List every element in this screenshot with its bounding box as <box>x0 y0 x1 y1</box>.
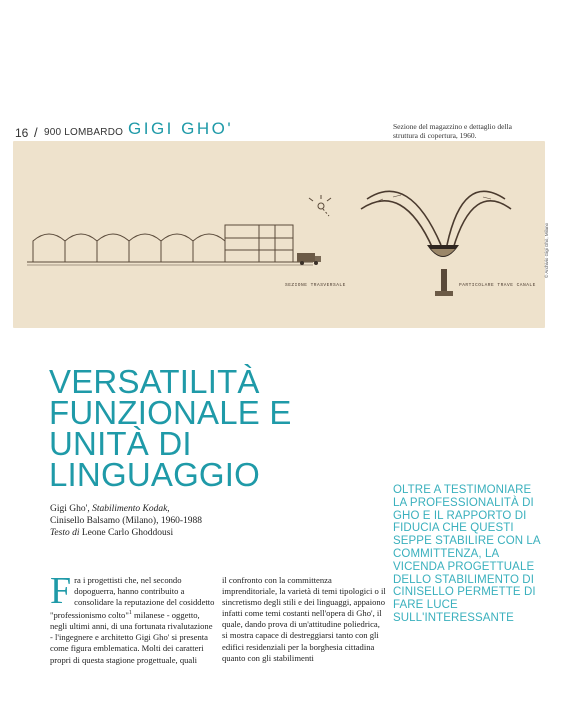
architectural-drawing <box>13 141 545 328</box>
header-separator: / <box>34 125 38 140</box>
architect-name: GIGI GHO' <box>128 119 234 138</box>
article-meta <box>50 503 290 539</box>
meta-line-2: Cinisello Balsamo (Milano), 1960-1988 <box>50 516 202 526</box>
meta-text-label: Testo di <box>50 528 80 538</box>
title-line-3: UNITÀ DI <box>49 425 192 462</box>
meta-work: Stabilimento Kodak <box>92 504 168 514</box>
truck-figure <box>297 253 321 265</box>
pull-quote: OLTRE A TESTIMONIARE LA PROFESSIONALITÀ DI GHO E IL RAPPORTO DI FIDUCIA CHE QUESTI SEPPE STABILIRE CON LA COMMITTENZA, LA VICENDA PROGETTUALE DELLO STABILIMENTO DI CINISELLO PERMETTE DI FARE LUCE SULL'INTERESSANTE <box>393 484 541 624</box>
title-line-4: LINGUAGGIO <box>49 456 261 493</box>
trave-canale-detail <box>361 191 511 249</box>
beam-gutter <box>427 245 459 296</box>
section-label: SEZIONE TRASVERSALE <box>285 283 346 288</box>
office-block <box>225 225 293 262</box>
meta-line-3 <box>50 527 290 539</box>
meta-author: Gigi Gho', <box>50 504 90 514</box>
section-drawing-svg <box>13 141 545 328</box>
drop-cap: F <box>50 570 72 612</box>
meta-comma: , <box>167 504 170 514</box>
title-line-1: VERSATILITÀ <box>49 363 260 400</box>
footnote-ref: 1 <box>128 610 132 617</box>
meta-writer: Leone Carlo Ghoddousi <box>81 528 174 538</box>
detail-label: PARTICOLARE TRAVE CANALE <box>459 283 536 288</box>
image-caption: Sezione del magazzino e dettaglio della struttura di copertura, 1960. <box>393 122 512 140</box>
section-name: 900 LOMBARDO <box>44 127 124 138</box>
body-column-1 <box>50 570 217 666</box>
meta-line-1 <box>50 503 290 515</box>
page-number: 16 <box>15 126 29 140</box>
photo-credit: © Archivio Gigi Ghò, Milano <box>544 222 549 278</box>
col1-text: ra i progettisti che, nel secondo dopoguerra, hanno contribuito a consolidare la reputazione del cosiddetto "professionismo colto" <box>50 575 215 621</box>
col1-text-2: milanese - oggetto, negli ultimi anni, di una fortunata rivalutazione - l'ingegnere e architetto Gigi Gho' si presenta come figura emblematica. Molti dei caratteri propri di questa stagione progettuale, quali <box>50 610 213 665</box>
title-line-2: FUNZIONALE E <box>49 394 292 431</box>
vault-arches <box>33 234 225 262</box>
sun-symbol <box>309 195 331 216</box>
body-column-2: il confronto con la committenza imprenditoriale, la varietà di temi tipologici o il sincretismo degli stili e dei linguaggi, appaiono infatti come temi costanti nell'opera di Gho', il quale, dando prova di un'attitudine poliedrica, si mostra capace di destreggiarsi tanto con gli edifici residenziali per la borghesia cittadina quanto con gli stabilimenti <box>222 575 386 663</box>
article-title <box>49 363 349 493</box>
